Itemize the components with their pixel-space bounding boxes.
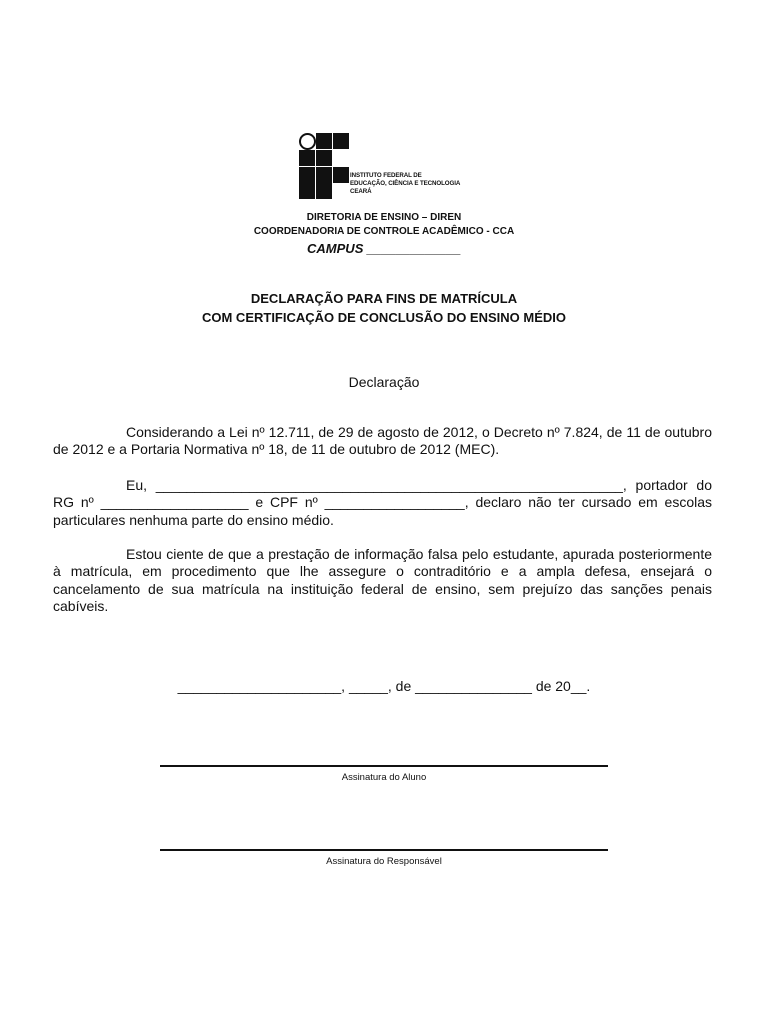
paragraph-law: [53, 424, 712, 459]
logo-square-icon: [316, 133, 332, 149]
logo-square-icon: [299, 167, 315, 183]
paragraph-text: Considerando a Lei nº 12.711, de 29 de agosto de 2012, o Decreto nº 7.824, de 11 de outubro de 2012 e a Portaria Normativa nº 18, de 11 de outubro de 2012 (MEC).: [53, 424, 712, 458]
document-title-line1: DECLARAÇÃO PARA FINS DE MATRÍCULA: [250, 291, 518, 306]
logo-text: [350, 172, 460, 196]
date-line: _____________________, _____, de _______________ de 20__.: [177, 678, 591, 694]
guardian-signature-line: [160, 849, 608, 851]
logo-text-line: INSTITUTO FEDERAL DE: [350, 172, 422, 179]
logo-square-icon: [299, 150, 315, 166]
logo-square-icon: [316, 167, 332, 183]
student-signature-line: [160, 765, 608, 767]
logo-square-icon: [333, 133, 349, 149]
paragraph-text: Eu, ____________________________________________________________, portador do RG nº ___________________ e CPF nº __________________, declaro não ter cursado em escolas particulares nenhuma parte do ensino médio.: [53, 477, 712, 528]
logo-square-icon: [333, 167, 349, 183]
logo-text-line: EDUCAÇÃO, CIÊNCIA E TECNOLOGIA: [350, 180, 461, 187]
guardian-signature-label: Assinatura do Responsável: [326, 856, 442, 867]
logo-square-icon: [316, 150, 332, 166]
document-subtitle: Declaração: [348, 374, 420, 390]
campus-field: CAMPUS _____________: [307, 241, 461, 256]
paragraph-declaration: [53, 477, 712, 529]
logo-text-line: CEARÁ: [350, 188, 372, 195]
document-title-line2: COM CERTIFICAÇÃO DE CONCLUSÃO DO ENSINO MÉDIO: [201, 310, 566, 325]
institution-logo: [297, 131, 497, 201]
student-signature-label: Assinatura do Aluno: [341, 772, 427, 783]
paragraph-awareness: [53, 546, 712, 616]
paragraph-text: Estou ciente de que a prestação de informação falsa pelo estudante, apurada posteriormente à matrícula, em procedimento que lhe assegure o contraditório e a ampla defesa, ensejará o cancelamento de sua matrícula na instituição federal de ensino, sem prejuízo das sanções penais cabíveis.: [53, 546, 712, 615]
logo-square-icon: [316, 183, 332, 199]
logo-circle-icon: [299, 133, 316, 150]
directorate-heading: DIRETORIA DE ENSINO – DIREN: [306, 212, 462, 223]
coordination-heading: COORDENADORIA DE CONTROLE ACADÊMICO - CCA: [253, 226, 515, 237]
logo-square-icon: [299, 183, 315, 199]
